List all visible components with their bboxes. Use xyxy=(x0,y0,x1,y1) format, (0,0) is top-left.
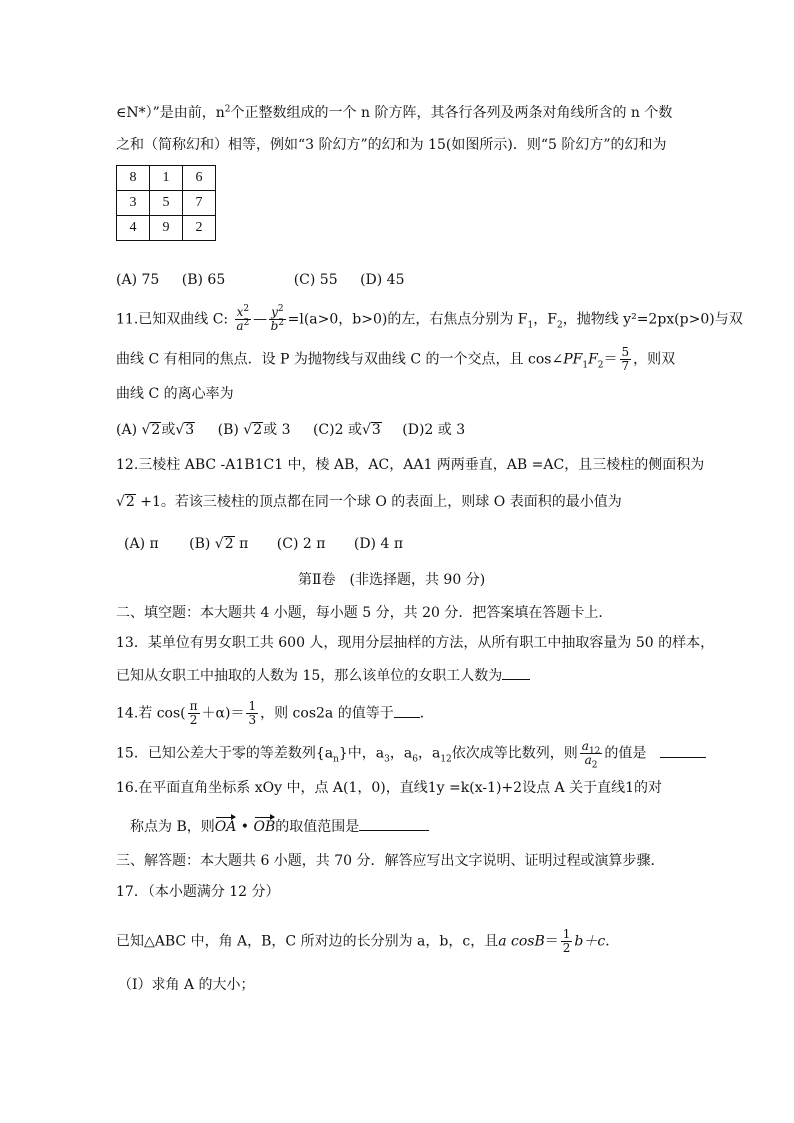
table-row xyxy=(117,191,216,216)
answer-blank xyxy=(394,702,420,718)
q11-options: (A) √2或√3 (B) √2或 3 (C)2 或√3 (D)2 或 3 xyxy=(116,422,466,438)
q13-line2: 已知从女职工中抽取的人数为 15，那么该单位的女职工人数为 xyxy=(116,664,530,686)
table-cell: 6 xyxy=(183,166,216,191)
answer-blank xyxy=(502,664,530,680)
q16-line1: 16.在平面直角坐标系 xOy 中，点 A(1，0)，直线1y =k(x-1)+2设点 A 关于直线1的对 xyxy=(116,780,662,796)
q11-line2: 曲线 C 有相同的焦点．设 P 为抛物线与双曲线 C 的一个交点，且 $\cos\angle PF_1F_2=$ $\frac{5}{7}$ ，则双 xyxy=(116,345,676,373)
table-cell: 5 xyxy=(150,191,183,216)
table-row xyxy=(117,216,216,241)
table-cell: 1 xyxy=(150,166,183,191)
table-cell: 8 xyxy=(117,166,150,191)
fraction-x2-a2: $\frac{x^2}{a^2}$ xyxy=(236,304,250,333)
fraction-5-7: $\frac{5}{7}$ xyxy=(621,345,630,373)
q11-line3: 曲线 C 的离心率为 xyxy=(116,386,234,402)
q11-line1: 11.已知双曲线 C: $\frac{x^2}{a^2}$ — $\frac{y^2}{b^2}$ =l(a>0，b>0)的左，右焦点分别为 $F_1$，$F_2$，抛物线 y²=2px(p>0)与双 xyxy=(116,304,743,333)
answer-blank xyxy=(359,815,429,831)
section-three-heading: 三、解答题：本大题共 6 小题，共 70 分．解答应写出文字说明、证明过程或演算步骤． xyxy=(116,853,665,869)
fraction-pi-2: $\frac{\pi}{2}$ xyxy=(189,699,198,727)
fraction-a12-a2: $\frac{a_{12}}{a_2}$ xyxy=(581,739,601,771)
q12-options: (A) π (B) √2 π (C) 2 π (D) 4 π xyxy=(124,536,404,552)
fraction-1-2: $\frac{1}{2}$ xyxy=(562,927,571,955)
q17-heading: 17．（本小题满分 12 分） xyxy=(116,884,280,900)
q17-line1: 已知△ABC 中，角 A，B，C 所对边的长分别为 a，b，c，且a cosB＝ $\frac{1}{2}$ b＋c． xyxy=(116,927,620,955)
fraction-1-3: $\frac{1}{3}$ xyxy=(248,699,257,727)
table-cell: 2 xyxy=(183,216,216,241)
table-cell: 7 xyxy=(183,191,216,216)
q13-line1: 13．某单位有男女职工共 600 人，现用分层抽样的方法，从所有职工中抽取容量为 50 的样本， xyxy=(116,635,715,651)
q10-text-line1: ∈N*）”是由前，$n^2$个正整数组成的一个 n 阶方阵，其各行各列及两条对角线所含的 n 个数 xyxy=(116,104,673,121)
q10-text-line2: 之和（简称幻和）相等，例如“3 阶幻方”的幻和为 15(如图所示)．则“5 阶幻方”的幻和为 xyxy=(116,137,667,153)
section-two-heading: 二、填空题：本大题共 4 小题，每小题 5 分，共 20 分．把答案填在答题卡上． xyxy=(116,605,613,621)
table-cell: 3 xyxy=(117,191,150,216)
q16-line2: 称点为 B，则OA • OB的取值范围是 xyxy=(130,814,429,837)
q17-part-one: （I）求角 A 的大小； xyxy=(118,977,255,993)
vector-oa: OA xyxy=(215,814,237,837)
table-row xyxy=(117,166,216,191)
q12-line2: √2 +1。若该三棱柱的顶点都在同一个球 O 的表面上，则球 O 表面积的最小值为 xyxy=(116,494,622,510)
q14-line: 14.若 cos( $\frac{\pi}{2}$ ＋α)＝ $\frac{1}{3}$ ，则 cos2a 的值等于 ． xyxy=(116,699,434,727)
q10-options: (A) 75 (B) 65 (C) 55 (D) 45 xyxy=(116,272,405,288)
vector-ob: OB xyxy=(254,814,276,837)
table-cell: 4 xyxy=(117,216,150,241)
magic-square-table xyxy=(116,165,216,241)
q15-line: 15．已知公差大于零的等差数列$\{a_n\}$中，$a_3$，$a_6$，$a_{12}$依次成等比数列，则 $\frac{a_{12}}{a_2}$ 的值是 xyxy=(116,740,706,767)
answer-blank xyxy=(660,742,706,758)
q12-line1: 12.三棱柱 ABC -A1B1C1 中，棱 AB，AC，AA1 两两垂直，AB =AC，且三棱柱的侧面积为 xyxy=(116,457,705,473)
fraction-y2-b2: $\frac{y^2}{b^2}$ xyxy=(270,304,285,333)
table-cell: 9 xyxy=(150,216,183,241)
part-two-title: 第Ⅱ卷 (非选择题，共 90 分) xyxy=(298,572,486,588)
